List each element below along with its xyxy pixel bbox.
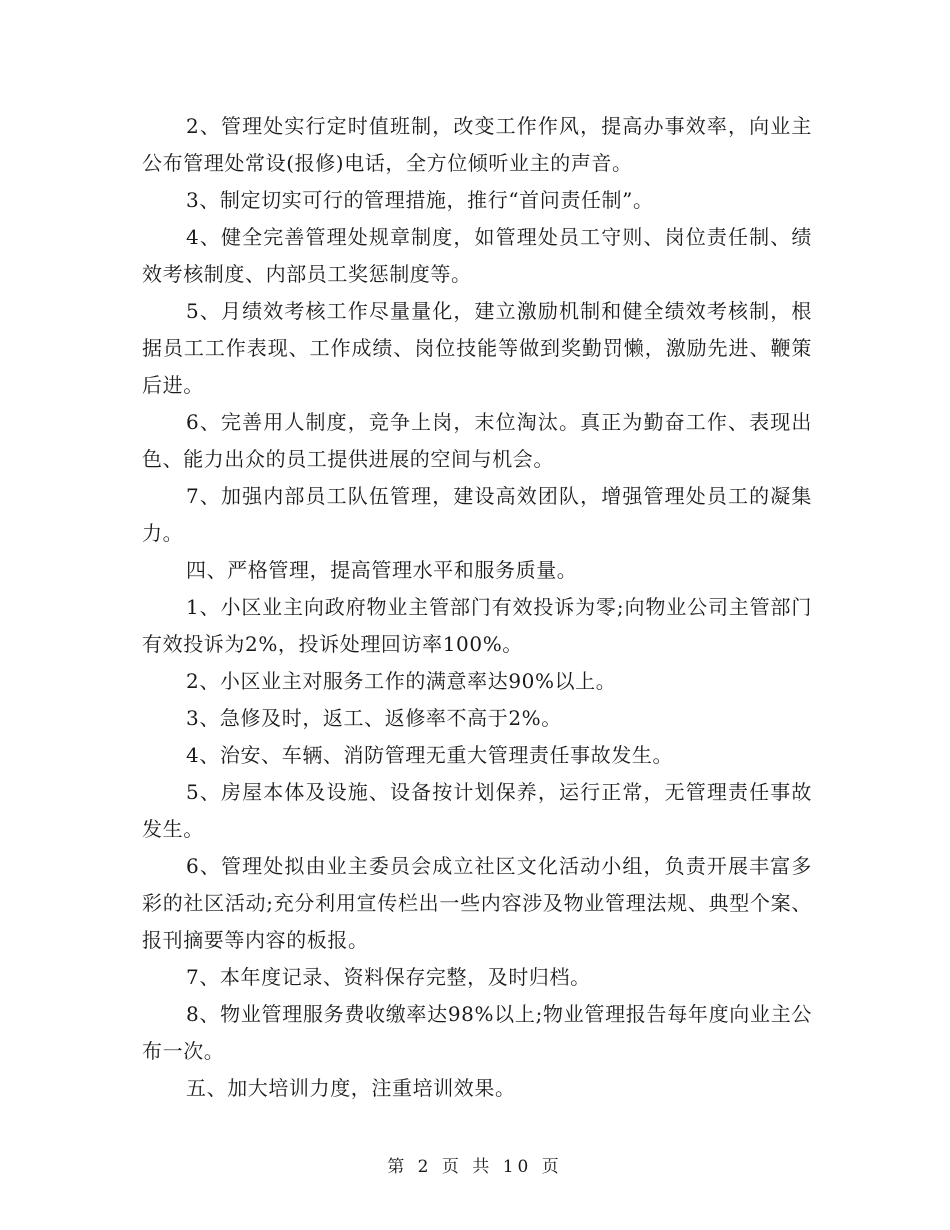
paragraph: 5、月绩效考核工作尽量量化，建立激励机制和健全绩效考核制，根据员工工作表现、工作成绩、岗位技能等做到奖勤罚懒，激励先进、鞭策后进。 xyxy=(142,299,812,397)
paragraph: 8、物业管理服务费收缴率达98%以上;物业管理报告每年度向业主公布一次。 xyxy=(142,1002,812,1063)
section-heading: 四、严格管理，提高管理水平和服务质量。 xyxy=(186,558,578,582)
paragraph: 3、制定切实可行的管理措施，推行“首问责任制”。 xyxy=(186,188,654,212)
paragraph: 5、房屋本体及设施、设备按计划保养，运行正常，无管理责任事故发生。 xyxy=(142,780,812,841)
paragraph: 1、小区业主向政府物业主管部门有效投诉为零;向物业公司主管部门有效投诉为2%，投诉处理回访率100%。 xyxy=(142,595,812,656)
paragraph: 4、健全完善管理处规章制度，如管理处员工守则、岗位责任制、绩效考核制度、内部员工奖惩制度等。 xyxy=(142,225,812,286)
paragraph: 7、本年度记录、资料保存完整，及时归档。 xyxy=(186,965,591,989)
paragraph: 6、完善用人制度，竞争上岗，末位淘汰。真正为勤奋工作、表现出色、能力出众的员工提供进展的空间与机会。 xyxy=(142,410,812,471)
paragraph: 4、治安、车辆、消防管理无重大管理责任事故发生。 xyxy=(186,743,674,767)
paragraph: 2、小区业主对服务工作的满意率达90%以上。 xyxy=(186,669,617,693)
paragraph: 3、急修及时，返工、返修率不高于2%。 xyxy=(186,706,562,730)
paragraph: 6、管理处拟由业主委员会成立社区文化活动小组，负责开展丰富多彩的社区活动;充分利用宣传栏出一些内容涉及物业管理法规、典型个案、报刊摘要等内容的板报。 xyxy=(142,854,812,952)
document-body xyxy=(142,108,812,1107)
section-heading: 五、加大培训力度，注重培训效果。 xyxy=(186,1076,516,1100)
paragraph: 7、加强内部员工队伍管理，建设高效团队，增强管理处员工的凝集力。 xyxy=(142,484,812,545)
page-number-footer: 第 2 页 共 10 页 xyxy=(387,1157,563,1177)
paragraph: 2、管理处实行定时值班制，改变工作作风，提高办事效率，向业主公布管理处常设(报修)电话，全方位倾听业主的声音。 xyxy=(142,114,812,175)
